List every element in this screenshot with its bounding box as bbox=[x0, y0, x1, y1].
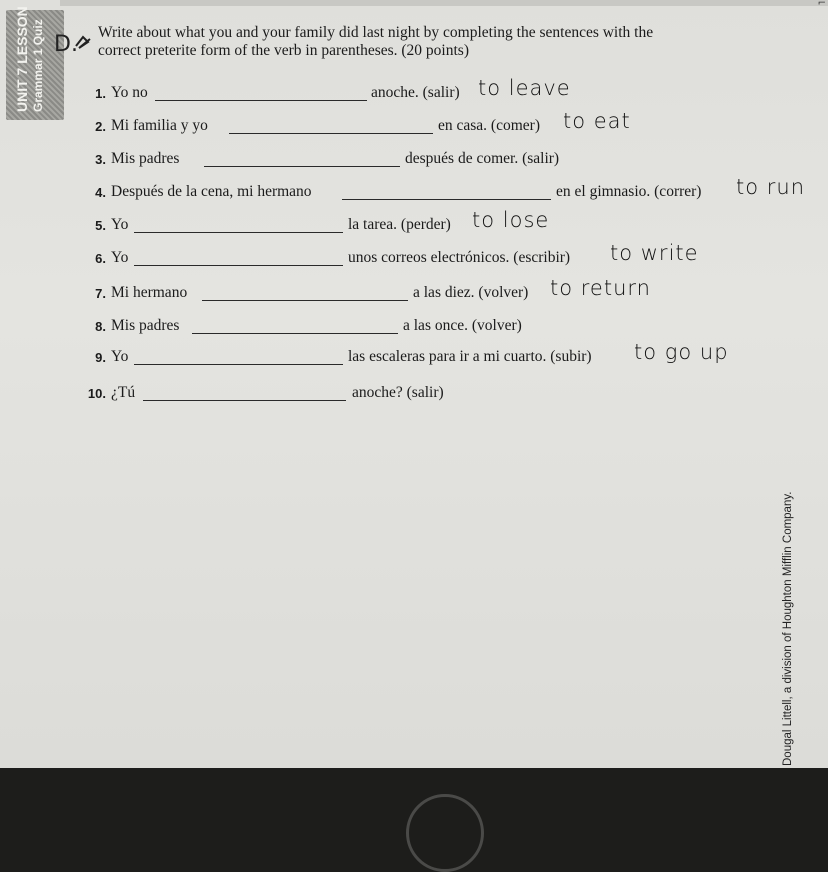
item-number: 5. bbox=[95, 218, 106, 233]
handwritten-translation: to eat bbox=[563, 109, 631, 133]
answer-blank[interactable] bbox=[192, 319, 398, 334]
item-prompt-end: la tarea. (perder) bbox=[348, 216, 451, 233]
item-prompt-start: Yo bbox=[111, 249, 129, 266]
answer-blank[interactable] bbox=[134, 251, 343, 266]
item-prompt-start: Mis padres bbox=[111, 150, 180, 167]
handwritten-translation: to leave bbox=[478, 76, 571, 100]
page-corner-mark: ⌐ bbox=[817, 0, 826, 9]
item-number: 9. bbox=[95, 350, 106, 365]
item-number: 3. bbox=[95, 152, 106, 167]
side-tab-line2: Grammar 1 Quiz bbox=[31, 19, 45, 112]
answer-blank[interactable] bbox=[204, 152, 400, 167]
answer-blank[interactable] bbox=[143, 386, 346, 401]
item-prompt-end: en el gimnasio. (correr) bbox=[556, 183, 702, 200]
exercise-item bbox=[0, 384, 828, 408]
item-prompt-start: Después de la cena, mi hermano bbox=[111, 183, 312, 200]
top-edge bbox=[60, 0, 828, 6]
answer-blank[interactable] bbox=[342, 185, 551, 200]
exercise-item bbox=[0, 208, 828, 240]
item-prompt-end: a las once. (volver) bbox=[403, 317, 522, 334]
side-tab-line1: UNIT 7 LESSON bbox=[14, 6, 30, 112]
copyright-credit: Dougal Littell, a division of Houghton Mifflin Company. bbox=[782, 491, 794, 766]
item-prompt-end: a las diez. (volver) bbox=[413, 284, 529, 301]
answer-blank[interactable] bbox=[134, 218, 343, 233]
item-number: 8. bbox=[95, 319, 106, 334]
handwritten-translation: to run bbox=[736, 175, 806, 199]
item-prompt-end: unos correos electrónicos. (escribir) bbox=[348, 249, 571, 266]
handwritten-translation: to lose bbox=[472, 208, 550, 232]
handwritten-translation: to write bbox=[610, 241, 699, 265]
item-prompt-start: Mi familia y yo bbox=[111, 117, 208, 134]
item-number: 7. bbox=[95, 286, 106, 301]
item-prompt-start: Yo bbox=[111, 216, 129, 233]
item-number: 6. bbox=[95, 251, 106, 266]
item-prompt-end: las escaleras para ir a mi cuarto. (subir) bbox=[348, 348, 592, 365]
answer-blank[interactable] bbox=[155, 86, 367, 101]
exercise-item bbox=[0, 276, 828, 308]
home-button[interactable] bbox=[406, 794, 484, 872]
instructions-text: Write about what you and your family did last night by completing the sentences with the correct preterite form of the verb in parentheses. (20 points) bbox=[98, 24, 654, 59]
exercise-item bbox=[0, 150, 828, 174]
exercise-item bbox=[0, 317, 828, 341]
answer-blank[interactable] bbox=[202, 286, 408, 301]
item-prompt-end: anoche? (salir) bbox=[352, 384, 444, 401]
item-number: 4. bbox=[95, 185, 106, 200]
exercise-item bbox=[0, 76, 828, 108]
item-number: 1. bbox=[95, 86, 106, 101]
item-prompt-end: anoche. (salir) bbox=[371, 84, 460, 101]
handwritten-translation: to go up bbox=[634, 340, 729, 364]
item-prompt-start: Mi hermano bbox=[111, 284, 188, 301]
section-letter: D. bbox=[54, 32, 78, 57]
item-prompt-start: ¿Tú bbox=[111, 384, 136, 401]
item-prompt-start: Mis padres bbox=[111, 317, 180, 334]
item-prompt-end: en casa. (comer) bbox=[438, 117, 540, 134]
exercise-item bbox=[0, 340, 828, 372]
item-prompt-start: Yo no bbox=[111, 84, 148, 101]
item-number: 10. bbox=[87, 386, 106, 401]
answer-blank[interactable] bbox=[134, 350, 343, 365]
exercise-item bbox=[0, 175, 828, 207]
item-prompt-end: después de comer. (salir) bbox=[405, 150, 560, 167]
exercise-item bbox=[0, 109, 828, 141]
handwritten-translation: to return bbox=[550, 276, 651, 300]
exercise-item bbox=[0, 241, 828, 273]
answer-blank[interactable] bbox=[229, 119, 433, 134]
item-prompt-start: Yo bbox=[111, 348, 129, 365]
scribble-mark-icon bbox=[74, 34, 92, 50]
item-number: 2. bbox=[95, 119, 106, 134]
